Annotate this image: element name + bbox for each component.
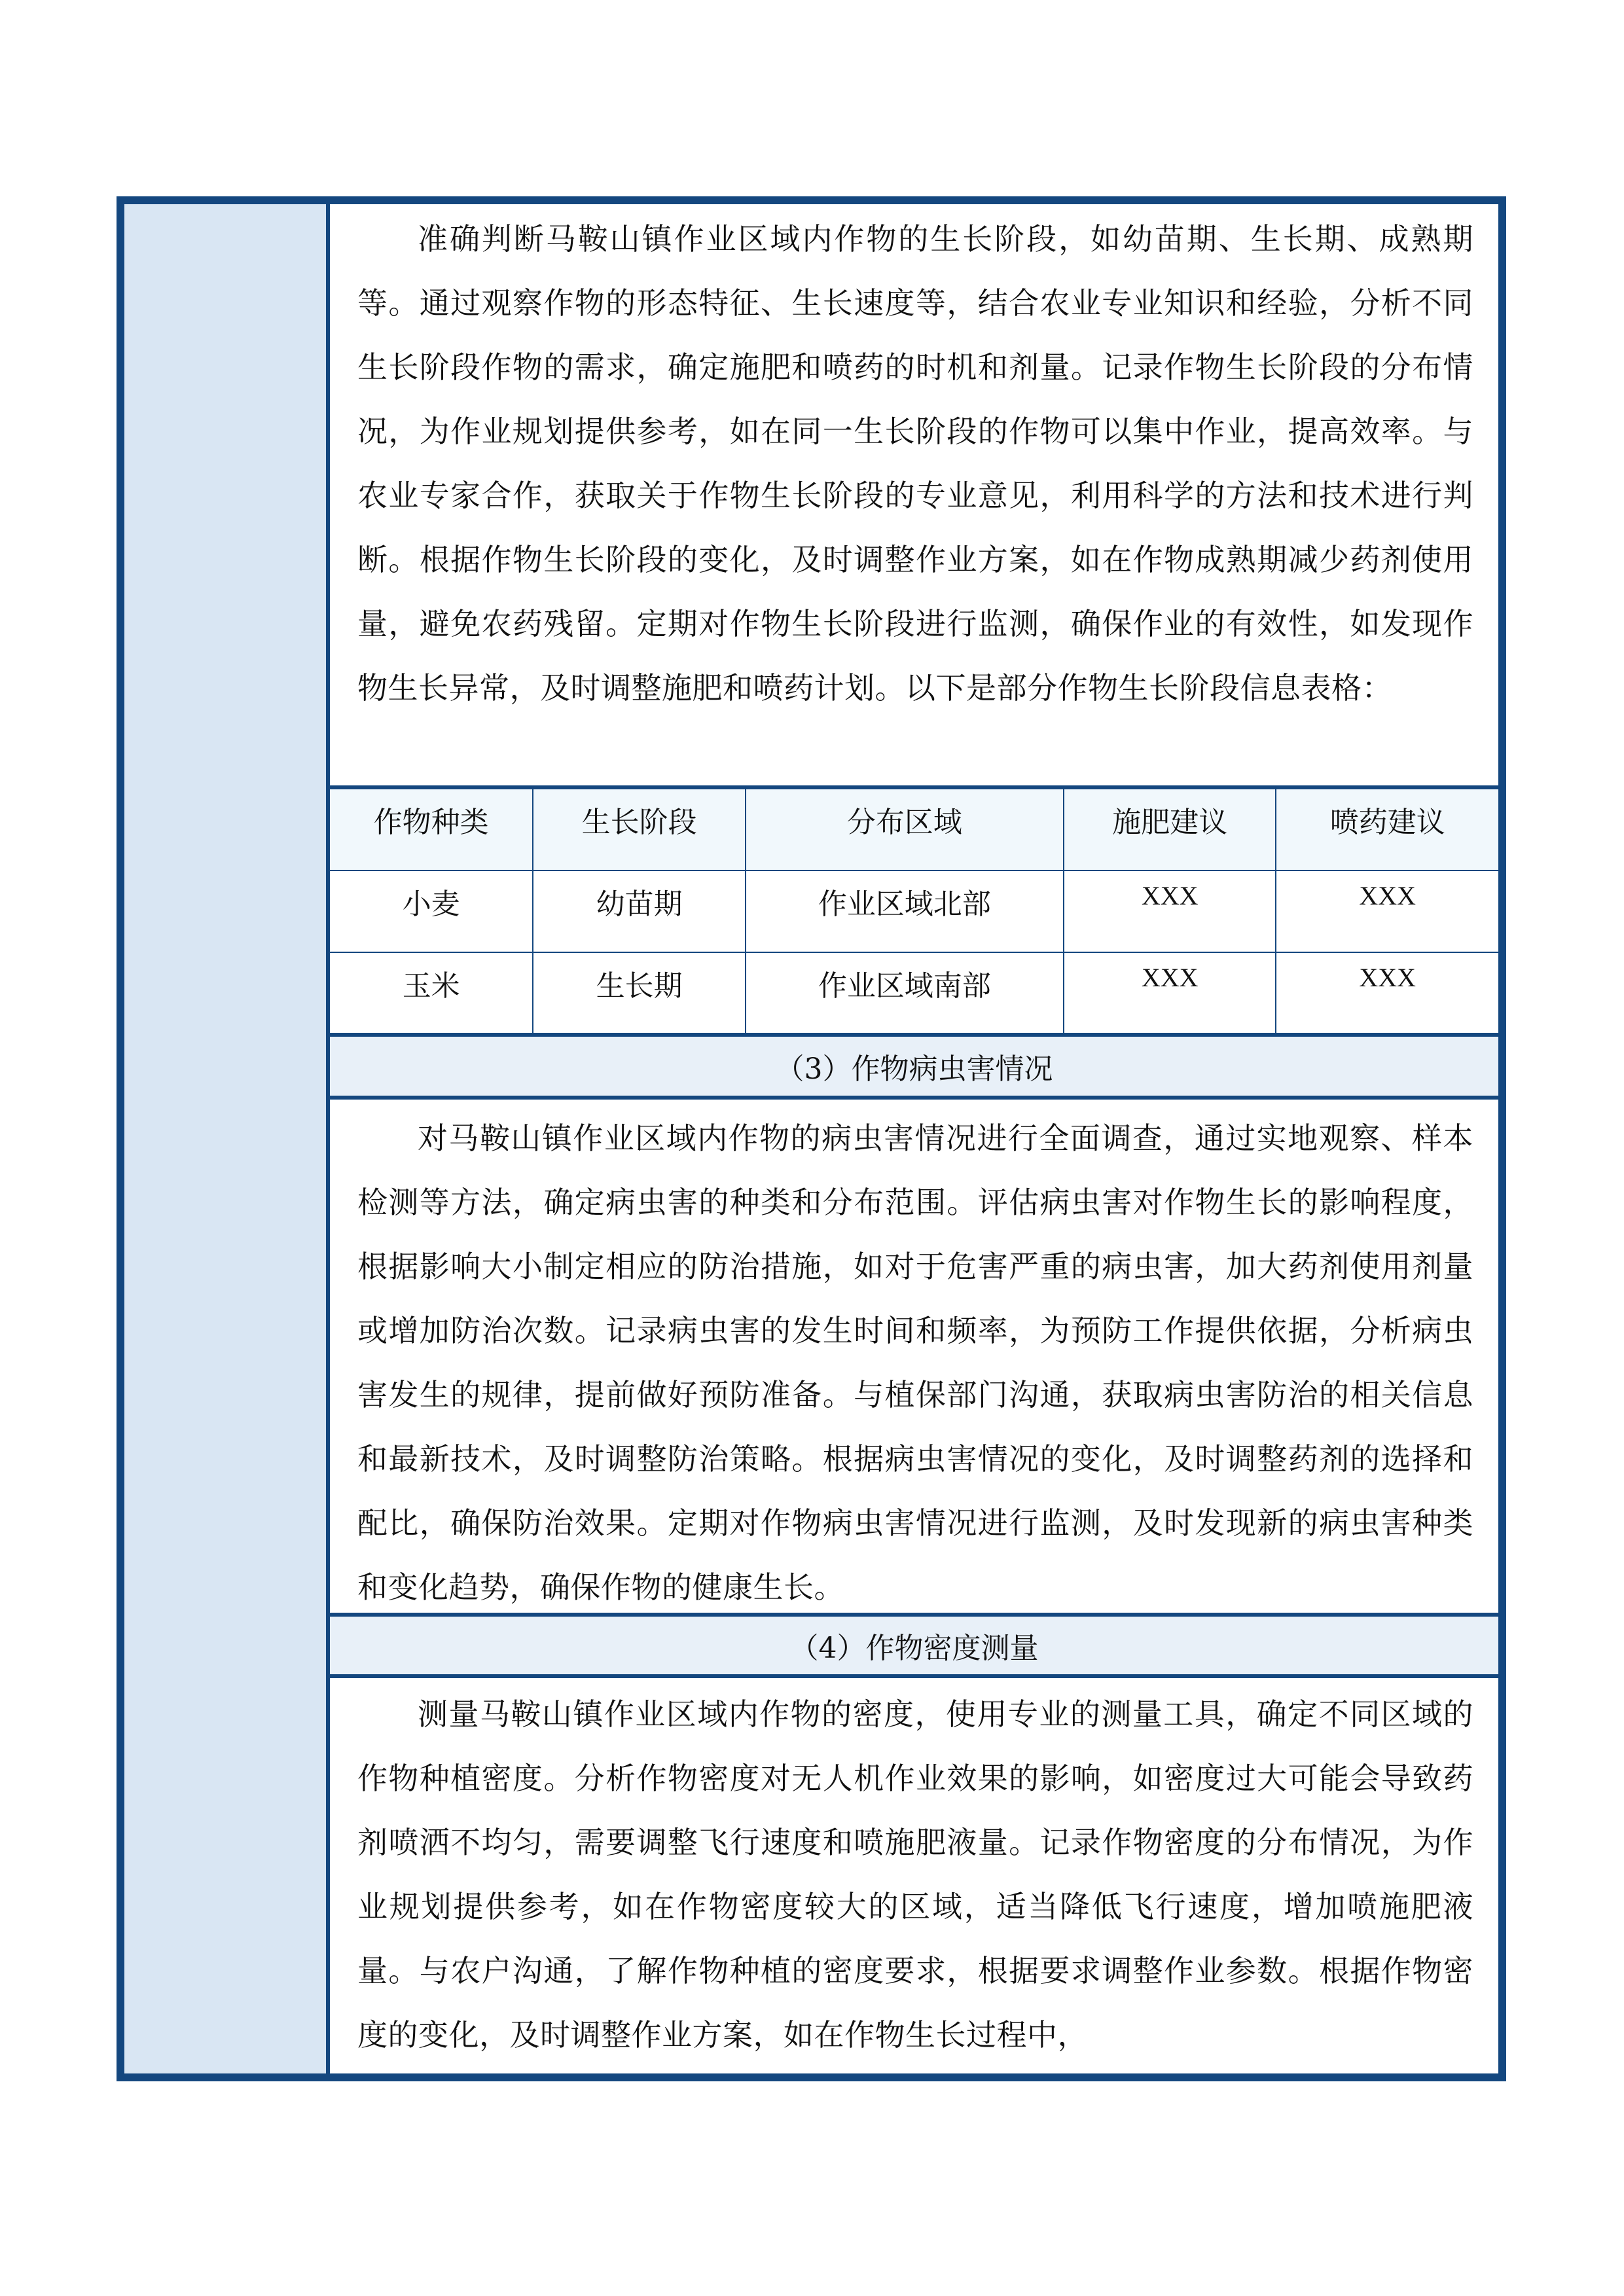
cell-stage: 生长期: [533, 952, 745, 1033]
header-fertilizer: 施肥建议: [1064, 789, 1276, 870]
table-row: [330, 870, 1498, 952]
content-frame: [117, 196, 1506, 2081]
side-label-column: [124, 204, 326, 2073]
section-title-pest: （3）作物病虫害情况: [330, 1037, 1498, 1096]
table-header-row: [330, 789, 1498, 870]
header-growth-stage: 生长阶段: [533, 789, 745, 870]
cell-spraying: XXX: [1276, 952, 1498, 1033]
pest-paragraph: 对马鞍山镇作业区域内作物的病虫害情况进行全面调查，通过实地观察、样本检测等方法，确定病虫害的种类和分布范围。评估病虫害对作物生长的影响程度，根据影响大小制定相应的防治措施，如对于危害严重的病虫害，加大药剂使用剂量或增加防治次数。记录病虫害的发生时间和频率，为预防工作提供依据，分析病虫害发生的规律，提前做好预防准备。与植保部门沟通，获取病虫害防治的相关信息和最新技术，及时调整防治策略。根据病虫害情况的变化，及时调整药剂的选择和配比，确保防治效果。定期对作物病虫害情况进行监测，及时发现新的病虫害种类和变化趋势，确保作物的健康生长。: [357, 1121, 1473, 1605]
table-row: [330, 952, 1498, 1033]
header-spraying: 喷药建议: [1276, 789, 1498, 870]
cell-fertilizer: XXX: [1064, 952, 1276, 1033]
cell-crop: 玉米: [330, 952, 533, 1033]
growth-stage-paragraph: 准确判断马鞍山镇作业区域内作物的生长阶段，如幼苗期、生长期、成熟期等。通过观察作物的形态特征、生长速度等，结合农业专业知识和经验，分析不同生长阶段作物的需求，确定施肥和喷药的时机和剂量。记录作物生长阶段的分布情况，为作业规划提供参考，如在同一生长阶段的作物可以集中作业，提高效率。与农业专家合作，获取关于作物生长阶段的专业意见，利用科学的方法和技术进行判断。根据作物生长阶段的变化，及时调整作业方案，如在作物成熟期减少药剂使用量，避免农药残留。定期对作物生长阶段进行监测，确保作业的有效性，如发现作物生长异常，及时调整施肥和喷药计划。以下是部分作物生长阶段信息表格：: [357, 221, 1473, 706]
main-content: [330, 204, 1498, 2073]
section-rule: [330, 1096, 1498, 1100]
section-rule: [330, 1674, 1498, 1678]
cell-crop: 小麦: [330, 870, 533, 952]
cell-spraying: XXX: [1276, 870, 1498, 952]
crop-growth-table: [330, 789, 1498, 1033]
cell-fertilizer: XXX: [1064, 870, 1276, 952]
cell-stage: 幼苗期: [533, 870, 745, 952]
density-paragraph: 测量马鞍山镇作业区域内作物的密度，使用专业的测量工具，确定不同区域的作物种植密度。分析作物密度对无人机作业效果的影响，如密度过大可能会导致药剂喷洒不均匀，需要调整飞行速度和喷施肥液量。记录作物密度的分布情况，为作业规划提供参考，如在作物密度较大的区域，适当降低飞行速度，增加喷施肥液量。与农户沟通，了解作物种植的密度要求，根据要求调整作业参数。根据作物密度的变化，及时调整作业方案，如在作物生长过程中，: [357, 1696, 1473, 2053]
cell-region: 作业区域南部: [746, 952, 1064, 1033]
section-title-density: （4）作物密度测量: [330, 1617, 1498, 1674]
cell-region: 作业区域北部: [746, 870, 1064, 952]
header-crop-type: 作物种类: [330, 789, 533, 870]
header-region: 分布区域: [746, 789, 1064, 870]
